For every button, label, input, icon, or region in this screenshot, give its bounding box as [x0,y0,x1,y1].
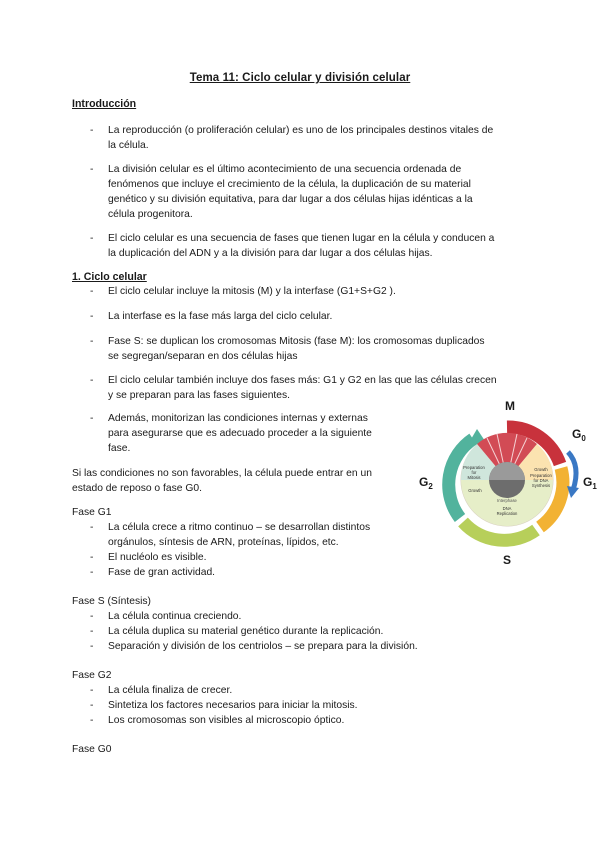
bullet-line: El ciclo celular también incluye dos fases más: G1 y G2 en las que las células crecen [108,375,497,386]
growth-right-text: Growth [534,467,548,472]
bullet-line: orgánulos, síntesis de ARN, proteínas, lípidos, etc. [108,537,339,548]
interphase-text: Interphase [497,498,517,503]
bullet-line: la célula. [108,140,149,151]
paragraph-line: estado de reposo o fase G0. [72,483,202,494]
bullet-line: célula progenitora. [108,209,193,220]
m-label: M [505,399,515,413]
bullet-dash: - [90,552,94,563]
g2-inner-text: Preparation [463,465,485,470]
bullet-dash: - [90,522,94,533]
bullet-line: Separación y división de los centriolos – se prepara para la división. [108,641,418,652]
page-title: Tema 11: Ciclo celular y división celular [189,72,411,84]
bullet-line: El nucléolo es visible. [108,552,207,563]
bullet-dash: - [90,375,94,386]
g1-label: $G_1$ [583,475,597,491]
bullet-line: El ciclo celular incluye la mitosis (M) y la interfase (G1+S+G2 ). [108,286,396,297]
bullet-dash: - [90,233,94,244]
bullet-line: La célula crece a ritmo continuo – se desarrollan distintos [108,522,371,533]
bullet-line: para asegurarse que es adecuado proceder a la siguiente [108,428,372,439]
bullet-dash: - [90,125,94,136]
g0-paragraph [72,466,402,496]
bullet-dash: - [90,685,94,696]
bullet-dash: - [90,611,94,622]
bullet-line: Sintetiza los factores necesarios para iniciar la mitosis. [108,700,358,711]
g0-heading: Fase G0 [72,744,112,755]
bullet-line: El ciclo celular es una secuencia de fases que tienen lugar en la célula y conducen a [108,233,495,244]
g2-inner-text: Mitosis [467,475,481,480]
bullet-dash: - [90,164,94,175]
ciclo-heading: 1. Ciclo celular [72,271,147,283]
g1-heading: Fase G1 [72,507,112,518]
bullet-line: genético y su división equitativa, para dar lugar a dos células hijas idénticas a la [108,194,473,205]
bullet-line: y se preparan para las fases siguientes. [108,390,291,401]
s-heading: Fase S (Síntesis) [72,596,151,607]
s-label: S [503,553,512,567]
bullet-line: Fase de gran actividad. [108,567,216,578]
g1-inner-text: for DNA [533,478,549,483]
paragraph-line: Si las condiciones no son favorables, la célula puede entrar en un [72,468,372,479]
g1-inner-text: Preparation [530,473,552,478]
bullet-dash: - [90,626,94,637]
g2-heading: Fase G2 [72,670,112,681]
g0-arrowhead [567,486,579,498]
growth-left-text: Growth [468,488,482,493]
bullet-line: La célula finaliza de crecer. [108,685,233,696]
bullet-dash: - [90,641,94,652]
bullet-line: La célula continua creciendo. [108,611,242,622]
s-inner-text: DNA [502,506,512,511]
bullet-line: Los cromosomas son visibles al microscopio óptico. [108,715,345,726]
bullet-dash: - [90,567,94,578]
bullet-line: fenómenos que incluye el crecimiento de la célula, la duplicación de su material [108,179,471,190]
bullet-line: La interfase es la fase más larga del ciclo celular. [108,311,333,322]
bullet-line: se segregan/separan en dos células hijas [108,351,298,362]
bullet-dash: - [90,286,94,297]
g1-inner-text: Synthesis [531,483,551,488]
bullet-line: La célula duplica su material genético durante la replicación. [108,626,384,637]
bullet-dash: - [90,311,94,322]
g0-label: $G_0$ [572,427,586,443]
bullet-line: la duplicación del ADN y a la división para dar lugar a dos células hijas. [108,248,433,259]
cell-cycle-diagram [415,394,600,572]
intro-heading: Introducción [72,98,137,110]
bullet-line: fase. [108,443,131,454]
bullet-dash: - [90,413,94,424]
bullet-dash: - [90,715,94,726]
s-inner-text: Replication [496,511,518,516]
bullet-line: La reproducción (o proliferación celular) es uno de los principales destinos vitales de [108,125,494,136]
g2-inner-text: for [471,470,477,475]
g2-label: $G_2$ [419,475,433,491]
bullet-line: La división celular es el último acontecimiento de una secuencia ordenada de [108,164,462,175]
bullet-line: Además, monitorizan las condiciones internas y externas [108,413,368,424]
bullet-dash: - [90,336,94,347]
bullet-line: Fase S: se duplican los cromosomas Mitosis (fase M): los cromosomas duplicados [108,336,485,347]
bullet-dash: - [90,700,94,711]
